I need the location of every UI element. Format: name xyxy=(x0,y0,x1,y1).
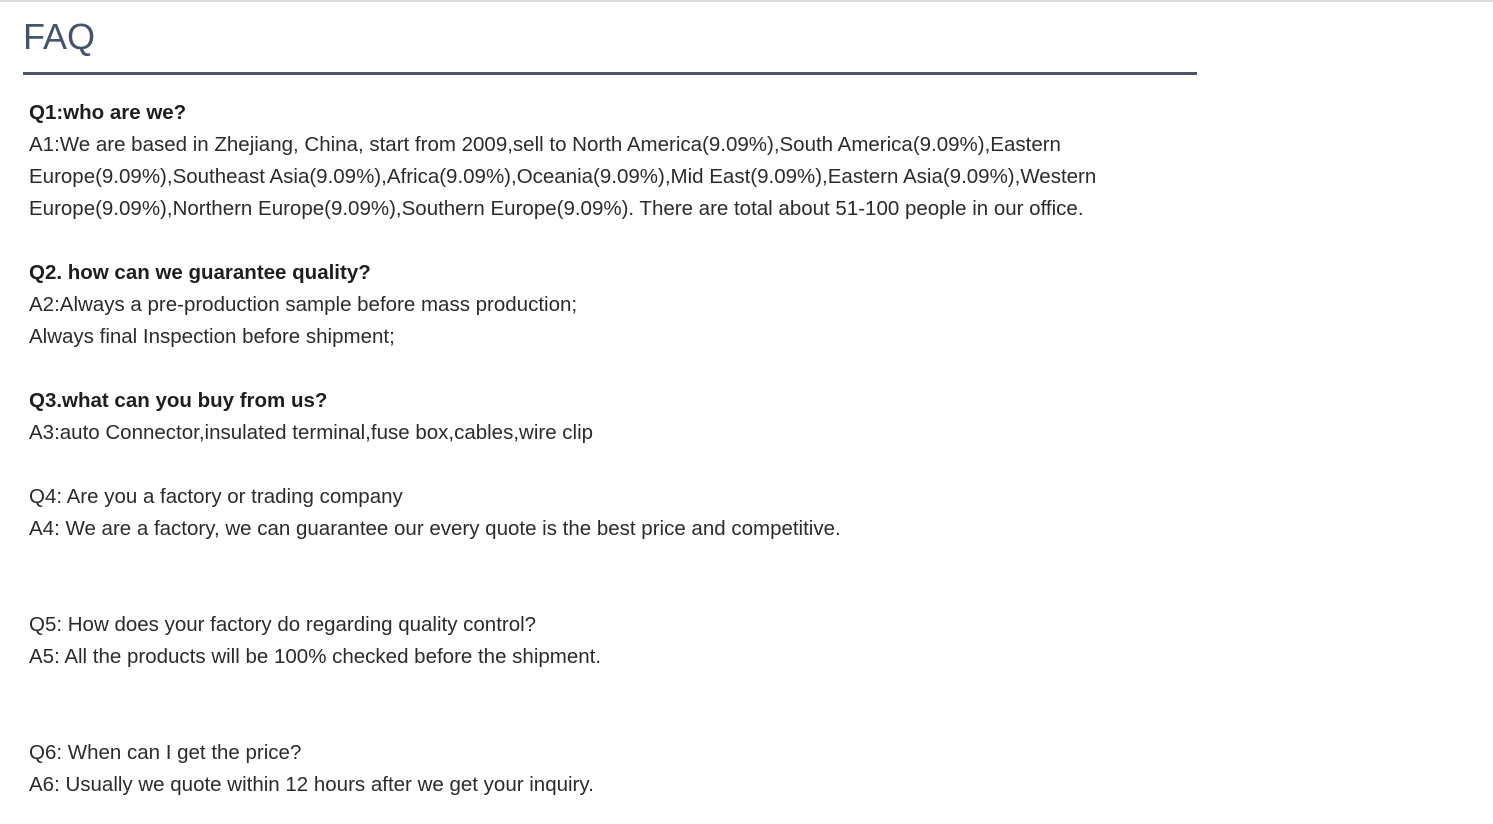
title-underline xyxy=(23,72,1197,75)
top-border xyxy=(0,0,1493,2)
spacer xyxy=(29,353,1189,385)
spacer xyxy=(29,545,1189,609)
faq-question: Q1:who are we? xyxy=(29,101,187,124)
faq-item-3 xyxy=(29,385,1189,449)
faq-list xyxy=(29,97,1189,801)
spacer xyxy=(29,449,1189,481)
faq-answer-line: A1:We are based in Zhejiang, China, start from 2009,sell to North America(9.09%),South America(9.09%),Eastern xyxy=(29,133,1061,156)
faq-answer-line: A6: Usually we quote within 12 hours after we get your inquiry. xyxy=(29,773,594,796)
faq-answer-line: Always final Inspection before shipment; xyxy=(29,325,395,348)
faq-answer-line: Europe(9.09%),Southeast Asia(9.09%),Africa(9.09%),Oceania(9.09%),Mid East(9.09%),Eastern Asia(9.09%),Western xyxy=(29,165,1097,188)
faq-question: Q6: When can I get the price? xyxy=(29,741,302,764)
faq-question: Q3.what can you buy from us? xyxy=(29,389,328,412)
page-title: FAQ xyxy=(23,16,96,57)
faq-item-6 xyxy=(29,737,1189,801)
faq-question: Q4: Are you a factory or trading company xyxy=(29,485,403,508)
spacer xyxy=(29,225,1189,257)
faq-answer-line: A2:Always a pre-production sample before mass production; xyxy=(29,293,578,316)
faq-item-5 xyxy=(29,609,1189,673)
faq-answer-line: Europe(9.09%),Northern Europe(9.09%),Southern Europe(9.09%). There are total about 51-100 people in our office. xyxy=(29,197,1084,220)
spacer xyxy=(29,673,1189,737)
faq-answer-line: A3:auto Connector,insulated terminal,fuse box,cables,wire clip xyxy=(29,421,594,444)
faq-item-4 xyxy=(29,481,1189,545)
faq-question: Q5: How does your factory do regarding quality control? xyxy=(29,613,537,636)
faq-answer-line: A4: We are a factory, we can guarantee our every quote is the best price and competitive. xyxy=(29,517,841,540)
faq-item-1 xyxy=(29,97,1189,225)
faq-question: Q2. how can we guarantee quality? xyxy=(29,261,371,284)
faq-item-2 xyxy=(29,257,1189,353)
faq-answer-line: A5: All the products will be 100% checked before the shipment. xyxy=(29,645,602,668)
faq-header xyxy=(23,14,1197,60)
